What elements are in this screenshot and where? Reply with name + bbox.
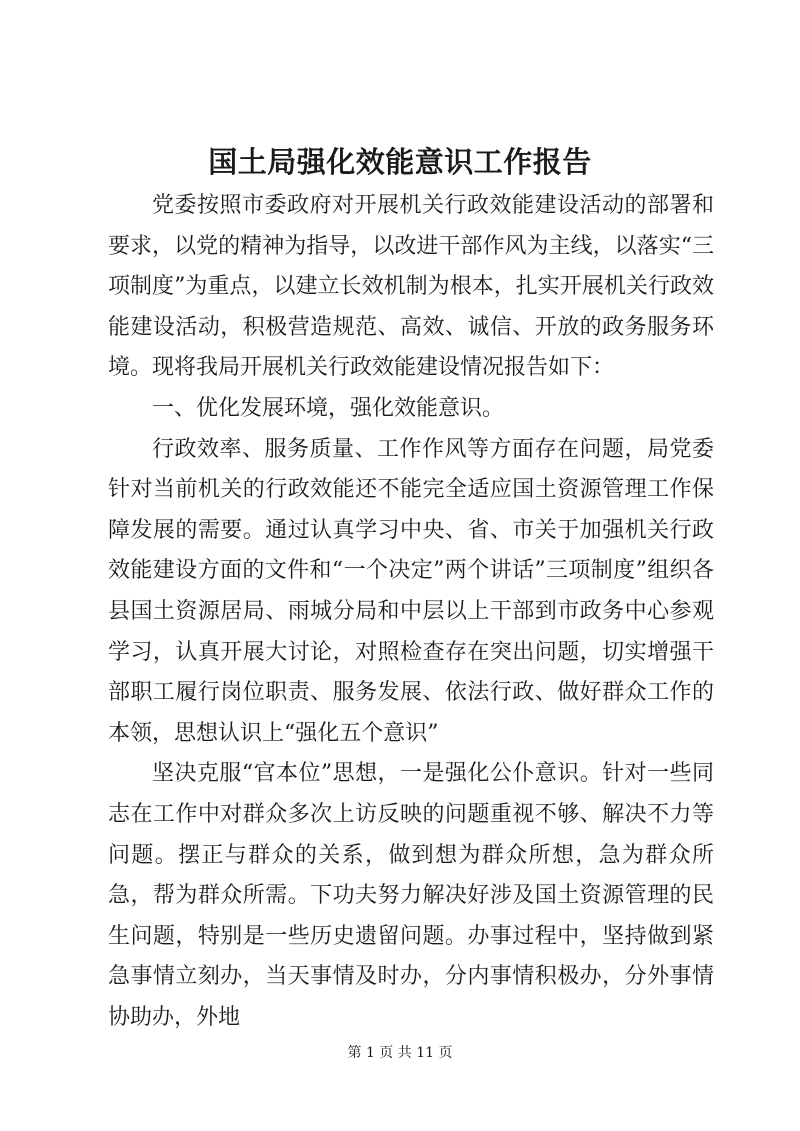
section-heading-1: 一、优化发展环境，强化效能意识。 <box>152 395 505 421</box>
paragraph-intro: 党委按照市委政府对开展机关行政效能建设活动的部署和要求，以党的精神为指导，以改进干部作风为主线，以落实“三项制度”为重点，以建立长效机制为根本，扎实开展机关行政效能建设活动，积极营造规范、高效、诚信、开放的政务服务环境。现将我局开展机关行政效能建设情况报告如下： <box>108 193 714 381</box>
page-number-footer: 第 1 页 共 11 页 <box>347 1045 453 1061</box>
paragraph-public-servant: 坚决克服“官本位”思想，一是强化公仆意识。针对一些同志在工作中对群众多次上访反映的问题重视不够、解决不力等问题。摆正与群众的关系，做到想为群众所想，急为群众所急，帮为群众所需。下功夫努力解决好涉及国土资源管理的民生问题，特别是一些历史遗留问题。办事过程中，坚持做到紧急事情立刻办，当天事情及时办，分内事情积极办，分外事情协助办，外地 <box>108 761 714 1030</box>
document-body <box>108 186 714 1038</box>
document-title: 国土局强化效能意识工作报告 <box>208 145 592 179</box>
paragraph-efficiency: 行政效率、服务质量、工作作风等方面存在问题，局党委针对当前机关的行政效能还不能完全适应国土资源管理工作保障发展的需要。通过认真学习中央、省、市关于加强机关行政效能建设方面的文件和“一个决定”两个讲话”三项制度”组织各县国土资源居局、雨城分局和中层以上干部到市政务中心参观学习，认真开展大讨论，对照检查存在突出问题，切实增强干部职工履行岗位职责、服务发展、依法行政、做好群众工作的本领，思想认识上“强化五个意识” <box>108 436 714 746</box>
